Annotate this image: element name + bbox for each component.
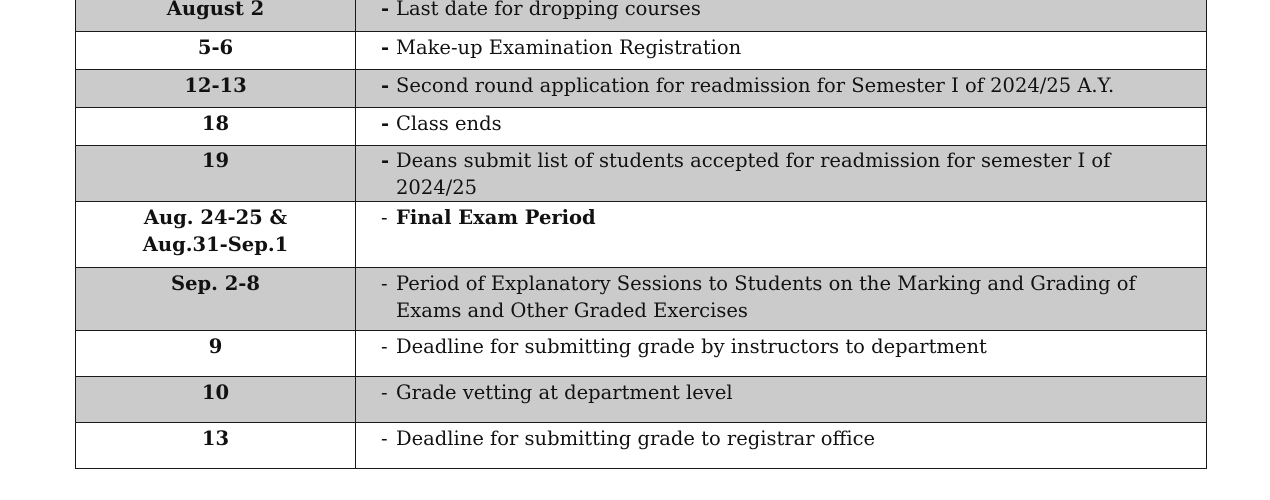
activity-text: Period of Explanatory Sessions to Students on the Marking and Grading of Exams and Other Graded Exercises	[396, 272, 1136, 322]
table-row	[76, 146, 1207, 202]
date-cell: 5-6	[76, 32, 356, 70]
date-cell: Sep. 2-8	[76, 268, 356, 331]
table-row	[76, 268, 1207, 331]
date-cell: August 2	[76, 0, 356, 32]
activity-text: Grade vetting at department level	[396, 381, 733, 404]
activity-cell	[356, 32, 1207, 70]
date-cell: 12-13	[76, 70, 356, 108]
activity-text: Deadline for submitting grade by instructors to department	[396, 335, 987, 358]
activity-cell	[356, 377, 1207, 423]
date-cell: 10	[76, 377, 356, 423]
date-cell: Aug. 24-25 & Aug.31-Sep.1	[76, 202, 356, 268]
activity-cell	[356, 146, 1207, 202]
table-row	[76, 32, 1207, 70]
activity-text: Second round application for readmission for Semester I of 2024/25 A.Y.	[396, 74, 1115, 97]
table-row	[76, 423, 1207, 469]
activity-text: Deadline for submitting grade to registrar office	[396, 427, 876, 450]
activity-text: Final Exam Period	[396, 206, 596, 229]
table-row	[76, 331, 1207, 377]
table-row	[76, 108, 1207, 146]
activity-text: Make-up Examination Registration	[396, 36, 742, 59]
bullet-dash: -	[381, 272, 388, 295]
date-cell: 19	[76, 146, 356, 202]
bullet-dash: -	[381, 381, 388, 404]
activity-cell	[356, 331, 1207, 377]
table-row	[76, 70, 1207, 108]
bullet-dash: -	[381, 149, 390, 172]
bullet-dash: -	[381, 112, 390, 135]
activity-cell	[356, 108, 1207, 146]
bullet-dash: -	[381, 335, 388, 358]
activity-cell	[356, 70, 1207, 108]
table-row	[76, 377, 1207, 423]
table-row	[76, 202, 1207, 268]
academic-calendar-table	[75, 0, 1207, 469]
date-cell: 9	[76, 331, 356, 377]
date-cell: 18	[76, 108, 356, 146]
activity-text: Class ends	[396, 112, 502, 135]
bullet-dash: -	[381, 36, 390, 59]
activity-cell	[356, 268, 1207, 331]
bullet-dash: -	[381, 427, 388, 450]
activity-text: Last date for dropping courses	[396, 0, 701, 20]
activity-cell	[356, 423, 1207, 469]
bullet-dash: -	[381, 0, 390, 20]
activity-cell	[356, 0, 1207, 32]
date-cell: 13	[76, 423, 356, 469]
table-row	[76, 0, 1207, 32]
activity-cell	[356, 202, 1207, 268]
bullet-dash: -	[381, 206, 388, 229]
bullet-dash: -	[381, 74, 390, 97]
activity-text: Deans submit list of students accepted for readmission for semester I of 2024/25	[396, 149, 1111, 199]
